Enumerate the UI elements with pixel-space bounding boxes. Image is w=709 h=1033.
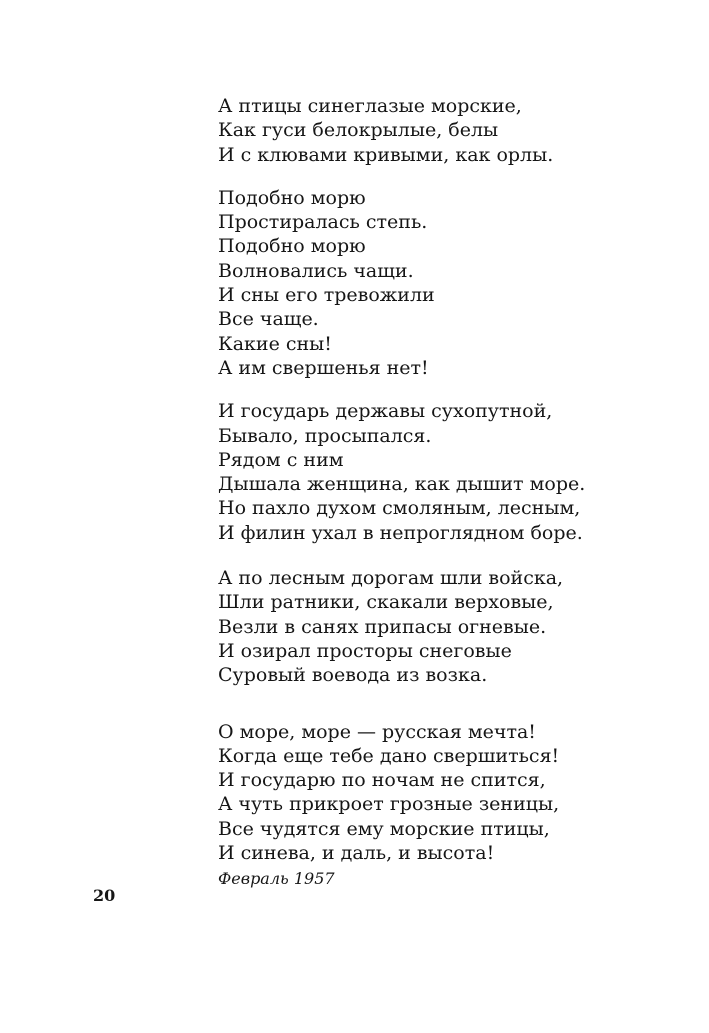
poem-line: Подобно морю — [218, 186, 366, 209]
poem-line: Рядом с ним — [218, 448, 344, 471]
stanza-2 — [218, 186, 678, 380]
stanza-4 — [218, 566, 678, 687]
poem-line: Когда еще тебе дано свершиться! — [218, 744, 560, 767]
poem-line: А птицы синеглазые морские, — [218, 95, 522, 117]
poem-line: И филин ухал в непроглядном боре. — [218, 521, 583, 544]
stanza-1 — [218, 94, 678, 167]
poem-line: А им свершенья нет! — [218, 356, 429, 379]
poem-line: Дышала женщина, как дышит море. — [218, 473, 586, 496]
poem-line: Простиралась степь. — [218, 211, 428, 234]
poem-line: Все чудятся ему морские птицы, — [218, 817, 550, 840]
page-number: 20 — [93, 886, 116, 905]
poem-line: Бывало, просыпался. — [218, 424, 432, 447]
poem-line: Но пахло духом смоляным, лесным, — [218, 497, 581, 520]
poem-line: А по лесным дорогам шли войска, — [218, 567, 564, 590]
stanza-3 — [218, 399, 678, 545]
poem-line: И озирал просторы снеговые — [218, 639, 512, 662]
poem — [218, 94, 678, 889]
stanza-5 — [218, 720, 678, 866]
poem-line: Шли ратники, скакали верховые, — [218, 591, 554, 614]
poem-line: И с клювами кривыми, как орлы. — [218, 143, 554, 166]
poem-line: Какие сны! — [218, 332, 332, 355]
poem-line: И синева, и даль, и высота! — [218, 842, 495, 865]
poem-line: А чуть прикроет грозные зеницы, — [218, 793, 560, 816]
poem-line: И государю по ночам не спится, — [218, 769, 546, 792]
poem-line: Как гуси белокрылые, белы — [218, 119, 499, 142]
poem-line: И государь державы сухопутной, — [218, 400, 553, 423]
poem-line: Суровый воевода из возка. — [218, 664, 488, 687]
poem-date: Февраль 1957 — [218, 869, 335, 889]
poem-line: И сны его тревожили — [218, 284, 435, 307]
poem-line: О море, море — русская мечта! — [218, 720, 536, 743]
poem-line: Везли в санях припасы огневые. — [218, 615, 547, 638]
poem-line: Подобно морю — [218, 235, 366, 258]
poem-line: Все чаще. — [218, 308, 319, 331]
poem-line: Волновались чащи. — [218, 259, 414, 282]
